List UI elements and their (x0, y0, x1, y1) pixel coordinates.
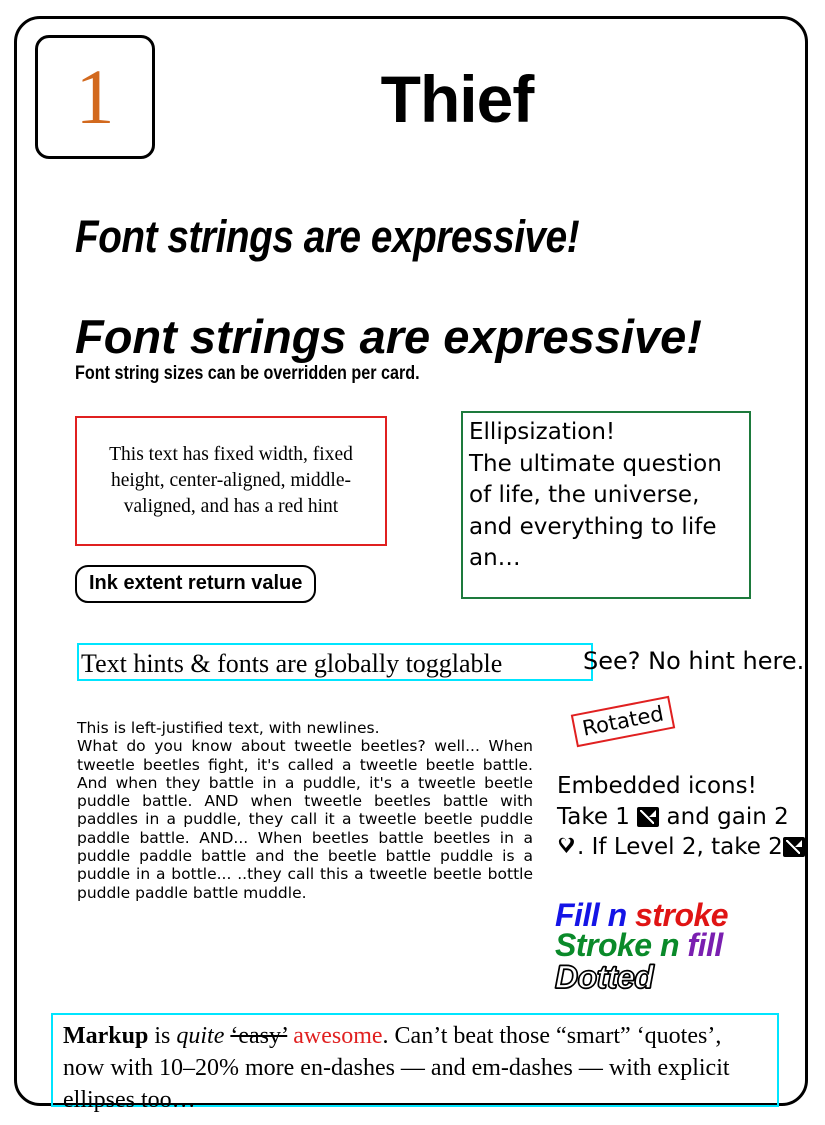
justified-paragraph (77, 719, 533, 902)
font-override-note: Font string sizes can be overridden per card. (75, 363, 420, 384)
stroke-n-fill-part-1: Stroke n (555, 927, 688, 963)
embedded-text-1: Take 1 (557, 803, 638, 830)
markup-tail: . Can’t beat those “smart” ‘quotes’, now with 10–20% more en-dashes — and em-dashes — with explicit ellipses too… (63, 1023, 730, 1113)
embedded-text-3: . If Level 2, take 2 (577, 834, 783, 861)
globally-togglable-text: Text hints & fonts are globally togglable (81, 649, 503, 678)
level-badge (35, 35, 155, 159)
markup-after-bold: is (148, 1023, 177, 1049)
paragraph-first-line: This is left-justified text, with newlines. (77, 719, 380, 737)
markup-italic: quite (176, 1023, 225, 1049)
embedded-text-2: and gain 2 (659, 803, 789, 830)
markup-text (63, 1021, 767, 1117)
level-number: 1 (75, 53, 115, 140)
embedded-icons-block (557, 771, 807, 863)
paragraph-body: What do you know about tweetle beetles? well... When tweetle beetles fight, it's called a tweetle beetle battle. And when they battle in a puddle, it's a tweetle beetle puddle battle. AND when tweetle beetles battle with paddles in a puddle, they call it a tweetle beetle puddle paddle battle. AND... When beetles battle beetles in a puddle paddle battle and the beetle battle puddle is a puddle in a bottle... ..they call this a tweetle beetle bottle puddle paddle battle muddle. (77, 737, 533, 902)
card-title: Thief (380, 62, 534, 136)
embedded-icons-body (557, 802, 807, 863)
card-container (14, 16, 808, 1113)
dotted-text: Dotted (555, 959, 654, 995)
no-hint-text: See? No hint here. (583, 647, 805, 675)
fill-n-stroke-part-1: Fill n (555, 897, 636, 933)
ellipsization-text: Ellipsization! The ultimate question of life, the universe, and everything to life an… (469, 419, 722, 571)
markup-strike: ‘easy’ (230, 1023, 288, 1049)
rotated-label: Rotated (571, 696, 676, 747)
ellipsization-box (461, 411, 751, 599)
arrow-icon (783, 837, 805, 857)
fill-n-stroke-part-2: stroke (635, 897, 729, 933)
stroke-n-fill-part-2: fill (687, 927, 723, 963)
ink-extent-pill: Ink extent return value (75, 565, 316, 603)
markup-bold: Markup (63, 1023, 149, 1049)
fixed-size-text: This text has fixed width, fixed height, center-aligned, middle-valigned, and has a red hint (109, 444, 353, 517)
heart-icon (557, 837, 577, 857)
fixed-size-text-box (75, 416, 387, 546)
expressive-line-2: Font strings are expressive! (75, 310, 702, 363)
embedded-icons-heading: Embedded icons! (557, 773, 757, 799)
expressive-line-1: Font strings are expressive! (75, 211, 580, 262)
arrow-icon (637, 807, 659, 827)
markup-red: awesome (293, 1023, 383, 1049)
markup-box (51, 1013, 779, 1113)
